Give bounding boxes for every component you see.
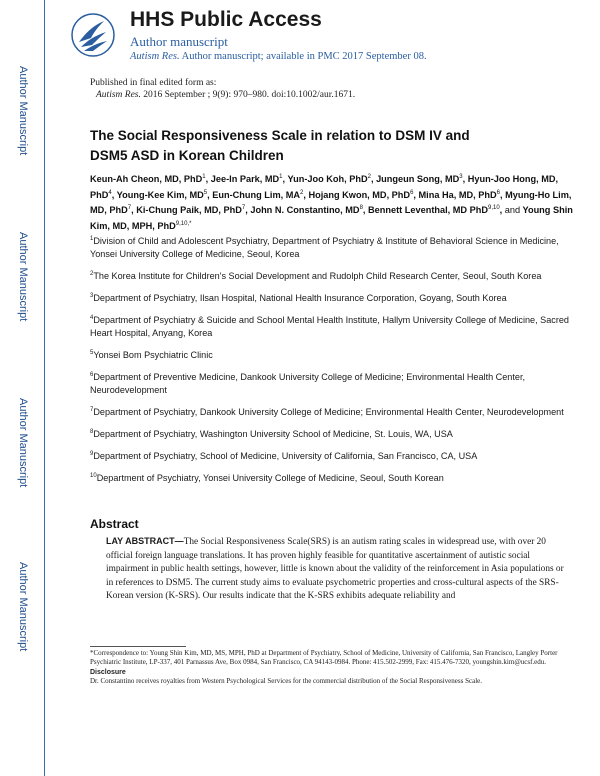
affiliation-text: Department of Psychiatry, Dankook University College of Medicine; Environmental Health Center, Neurodevelopment bbox=[93, 407, 564, 418]
correspondence-note: *Correspondence to: Young Shin Kim, MD, MS, MPH, PhD at Department of Psychiatry, School of Medicine, University of California, San Francisco, Langley Porter Psychiatric Institute, LP-337, 401 Parnassus Ave, Box 0984, San Francisco, CA 94143-0984. Phone: 415.502-2999, Fax: 415.476-7320, youngshin.kim@ucsf.edu. bbox=[90, 649, 558, 667]
affiliation-item bbox=[90, 404, 582, 419]
affiliation-item bbox=[90, 312, 582, 340]
footnotes bbox=[90, 649, 580, 686]
affiliation-text: Division of Child and Adolescent Psychiatry, Department of Psychiatry & Institute of Behavioral Science in Medicine, Yonsei University College of Medicine, Seoul, Korea bbox=[90, 236, 559, 260]
author-affiliation-marker: 1 bbox=[202, 174, 206, 180]
author-affiliation-marker: 2 bbox=[300, 189, 304, 196]
affiliation-number: 8 bbox=[90, 429, 94, 436]
affiliation-number: 9 bbox=[90, 451, 94, 458]
sidebar-label: Author Manuscript bbox=[17, 232, 29, 322]
author-name: Hyun-Joo Hong, MD, PhD bbox=[90, 174, 559, 200]
affiliation-number: 2 bbox=[90, 271, 94, 278]
affiliation-number: 4 bbox=[90, 315, 94, 322]
affiliation-number: 7 bbox=[90, 407, 94, 414]
sidebar-label: Author Manuscript bbox=[17, 562, 29, 652]
footnote-rule bbox=[90, 646, 186, 647]
affiliation-item bbox=[90, 290, 582, 305]
author-name: Eun-Chung Lim, MA bbox=[212, 189, 301, 200]
affiliation-item bbox=[90, 347, 582, 362]
author-affiliation-marker: 6 bbox=[496, 189, 500, 196]
affiliation-number: 1 bbox=[90, 236, 94, 242]
disclosure-heading: Disclosure bbox=[90, 668, 126, 676]
author-affiliation-marker: 5 bbox=[203, 189, 208, 196]
affiliation-text: Yonsei Bom Psychiatric Clinic bbox=[93, 350, 213, 361]
lay-abstract-label: LAY ABSTRACT— bbox=[106, 536, 184, 546]
author-affiliation-marker: 4 bbox=[108, 189, 112, 196]
author-affiliation-marker: 7 bbox=[241, 205, 246, 212]
affiliation-text: Department of Preventive Medicine, Dankook University College of Medicine; Environmental Health Center, Neurodevelopment bbox=[90, 372, 525, 396]
affiliation-text: The Korea Institute for Children's Social Development and Rudolph Child Research Center, Seoul, South Korea bbox=[93, 271, 542, 282]
hhs-subtitle: Author manuscript bbox=[130, 34, 228, 49]
author-name: Ki-Chung Paik, MD, PhD bbox=[136, 205, 242, 216]
author-affiliation-marker: 8 bbox=[359, 205, 363, 212]
author-list: Keun-Ah Cheon, MD, PhD$^1$, Jee-In Park, $MD^1$, Yun-Joo Koh, PhD$^2$, Jungeun Song, $MD^3$, Hyun-Joo Hong, MD, PhD$^4$, Young-Kee Kim, $MD^5$, Eun-Chung Lim, $MA^2$, Hojang Kwon, MD, PhD$^6$, Mina Ha, MD, PhD$^6$, Myung-Ho Lim, MD, PhD$^7$, Ki-Chung Paik, MD, PhD$^7$, John N. Constantino, $MD^8$, Bennett Leventhal, MD PhD$^{9,10}$, and Young Shin Kim, MD, MPH, PhD$^{9,10,*}$ bbox=[90, 174, 573, 231]
article-title-line: DSM5 ASD in Korean Children bbox=[90, 148, 284, 163]
sidebar-label: Author Manuscript bbox=[17, 398, 29, 488]
author-conjunction: and bbox=[504, 205, 521, 216]
affiliation-text: Department of Psychiatry, Yonsei University College of Medicine, Seoul, South Korean bbox=[96, 473, 444, 484]
affiliation-number: 10 bbox=[90, 473, 97, 480]
author-affiliation-marker: 7 bbox=[127, 205, 132, 212]
author-name: Young Shin Kim, MD, MPH, PhD bbox=[90, 205, 573, 231]
publication-label: Published in final edited form as: bbox=[90, 78, 217, 88]
author-affiliation-marker: 3 bbox=[459, 174, 463, 180]
abstract-text: The Social Responsiveness Scale(SRS) is an autism rating scales in widespread use, with over 20 official foreign language translations. It has proven highly feasible for quantitative ascertainment of autistic social impairment in public health settings, however, little is known about the validity of the reinforcement in Asia populations or in references to DSM5. The current study aims to evaluate psychometric properties and cross-cultural aspects of the SRS-Korean version (K-SRS). Our results indicate that the K-SRS exhibits adequate reliability and bbox=[106, 537, 564, 601]
abstract-body bbox=[106, 535, 566, 604]
hhs-header bbox=[70, 8, 590, 66]
author-name: Young-Kee Kim, MD bbox=[116, 189, 204, 200]
sidebar-divider bbox=[44, 0, 45, 776]
affiliation-item bbox=[90, 426, 582, 441]
author-name: Jee-In Park, MD bbox=[210, 174, 280, 185]
author-name: John N. Constantino, MD bbox=[250, 205, 360, 216]
affiliation-item bbox=[90, 369, 582, 397]
affiliation-number: 3 bbox=[90, 293, 94, 300]
author-affiliation-marker: 9,10,* bbox=[175, 220, 192, 227]
sidebar-label: Author Manuscript bbox=[17, 66, 29, 156]
author-name: Bennett Leventhal, MD PhD bbox=[368, 205, 488, 216]
affiliation-text: Department of Psychiatry & Suicide and School Mental Health Institute, Hallym University College of Medicine, Sacred Heart Hospital, Anyang, Korea bbox=[90, 315, 569, 339]
article-title bbox=[90, 126, 570, 166]
publication-citation: 2016 September ; 9(9): 970–980. doi:10.1002/aur.1671. bbox=[140, 90, 356, 100]
author-affiliation-marker: 2 bbox=[367, 174, 371, 180]
availability-text: Author manuscript; available in PMC 2017 September 08. bbox=[179, 51, 427, 62]
affiliation-number: 5 bbox=[90, 350, 94, 357]
journal-name: Autism Res. bbox=[130, 51, 180, 62]
author-name: Mina Ha, MD, PhD bbox=[418, 189, 497, 200]
affiliation-number: 6 bbox=[90, 372, 94, 379]
hhs-title: HHS Public Access bbox=[130, 8, 322, 31]
disclosure-text: Dr. Constantino receives royalties from Western Psychological Services for the commercial distribution of the Social Responsiveness Scale. bbox=[90, 676, 482, 685]
affiliation-item bbox=[90, 268, 582, 283]
affiliation-item bbox=[90, 448, 582, 463]
article-title-line: The Social Responsiveness Scale in relation to DSM IV and bbox=[90, 128, 470, 143]
author-name: Keun-Ah Cheon, MD, PhD bbox=[90, 174, 203, 185]
author-name: Jungeun Song, MD bbox=[376, 174, 460, 185]
abstract-heading: Abstract bbox=[90, 517, 139, 531]
affiliation-item bbox=[90, 233, 582, 261]
author-affiliation-marker: 6 bbox=[410, 189, 414, 196]
affiliation-text: Department of Psychiatry, Ilsan Hospital, National Health Insurance Corporation, Goyang, South Korea bbox=[93, 293, 507, 304]
affiliation-text: Department of Psychiatry, Washington University School of Medicine, St. Louis, WA, USA bbox=[93, 429, 453, 440]
publication-info bbox=[90, 77, 355, 101]
author-name: Yun-Joo Koh, PhD bbox=[287, 174, 368, 185]
publication-journal: Autism Res. bbox=[96, 90, 141, 100]
author-name: Myung-Ho Lim, MD, PhD bbox=[90, 189, 572, 216]
sidebar bbox=[0, 0, 42, 776]
affiliation-text: Department of Psychiatry, School of Medicine, University of California, San Francisco, CA, USA bbox=[93, 451, 478, 462]
affiliation-item bbox=[90, 470, 582, 485]
hhs-availability bbox=[130, 51, 427, 62]
author-name: Hojang Kwon, MD, PhD bbox=[308, 189, 411, 200]
author-affiliation-marker: 1 bbox=[279, 174, 283, 180]
hhs-eagle-logo-icon bbox=[70, 12, 116, 58]
author-affiliation-marker: 9,10 bbox=[487, 205, 500, 212]
affiliation-list bbox=[90, 233, 582, 492]
